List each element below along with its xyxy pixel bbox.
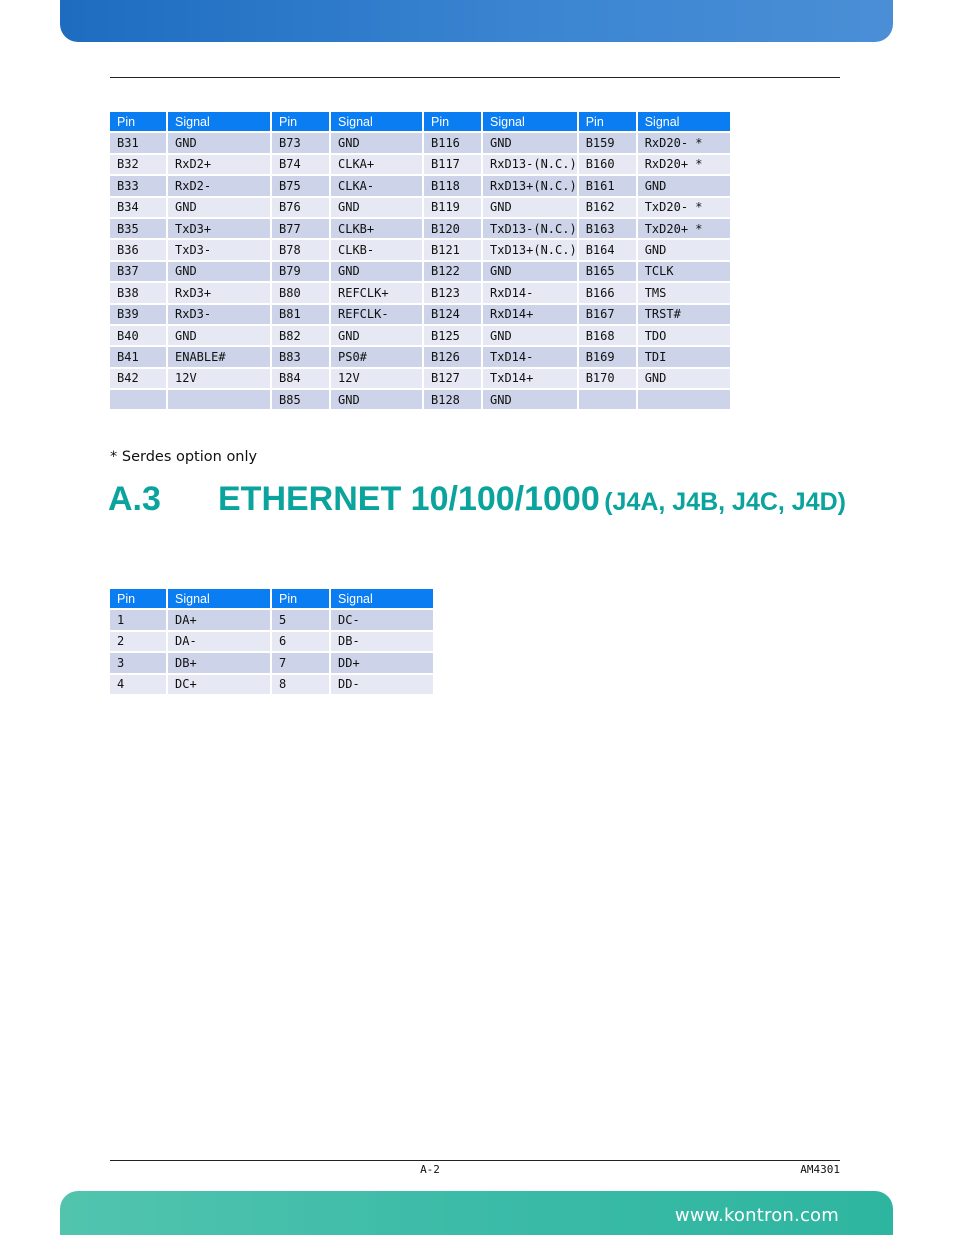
pin-cell: 8: [272, 675, 329, 694]
section-heading: [108, 480, 846, 519]
pin-cell: B35: [110, 219, 166, 238]
pin-cell: B128: [424, 390, 481, 409]
signal-cell: RxD13+(N.C.): [483, 176, 577, 195]
table-row: [110, 305, 730, 324]
signal-cell: GND: [638, 240, 730, 259]
signal-cell: RxD13-(N.C.): [483, 155, 577, 174]
signal-cell: TxD14+: [483, 369, 577, 388]
column-header: Pin: [110, 112, 166, 131]
signal-cell: TxD20+ *: [638, 219, 730, 238]
signal-cell: [638, 390, 730, 409]
column-header: Signal: [168, 112, 270, 131]
pin-cell: B169: [579, 347, 636, 366]
signal-cell: GND: [331, 390, 422, 409]
pin-cell: B125: [424, 326, 481, 345]
pin-cell: B119: [424, 198, 481, 217]
pin-cell: B166: [579, 283, 636, 302]
pin-cell: B42: [110, 369, 166, 388]
pin-cell: B123: [424, 283, 481, 302]
document-id: AM4301: [800, 1163, 840, 1176]
pin-cell: 7: [272, 653, 329, 672]
table-row: [110, 369, 730, 388]
signal-cell: ENABLE#: [168, 347, 270, 366]
signal-cell: TxD13+(N.C.): [483, 240, 577, 259]
pin-cell: B32: [110, 155, 166, 174]
website-link[interactable]: www.kontron.com: [674, 1205, 839, 1226]
pin-cell: B85: [272, 390, 329, 409]
signal-cell: RxD2-: [168, 176, 270, 195]
signal-cell: TxD20- *: [638, 198, 730, 217]
pin-cell: B120: [424, 219, 481, 238]
column-header: Signal: [168, 589, 270, 608]
pin-cell: B84: [272, 369, 329, 388]
signal-cell: DB-: [331, 632, 433, 651]
signal-cell: CLKA-: [331, 176, 422, 195]
signal-cell: 12V: [168, 369, 270, 388]
column-header: Signal: [638, 112, 730, 131]
pin-cell: B33: [110, 176, 166, 195]
pin-cell: B161: [579, 176, 636, 195]
signal-cell: DB+: [168, 653, 270, 672]
signal-cell: CLKB+: [331, 219, 422, 238]
pin-cell: B162: [579, 198, 636, 217]
signal-cell: CLKB-: [331, 240, 422, 259]
column-header: Pin: [110, 589, 166, 608]
table-row: [110, 653, 433, 672]
pin-cell: B160: [579, 155, 636, 174]
pin-cell: B121: [424, 240, 481, 259]
signal-cell: RxD20+ *: [638, 155, 730, 174]
pin-cell: [110, 390, 166, 409]
pin-cell: B82: [272, 326, 329, 345]
signal-cell: GND: [483, 390, 577, 409]
pin-cell: B74: [272, 155, 329, 174]
column-header: Signal: [483, 112, 577, 131]
table-row: [110, 176, 730, 195]
signal-cell: GND: [638, 176, 730, 195]
section-number: A.3: [108, 480, 161, 518]
signal-cell: GND: [483, 262, 577, 281]
signal-cell: DA-: [168, 632, 270, 651]
pin-cell: 4: [110, 675, 166, 694]
signal-cell: GND: [331, 326, 422, 345]
column-header: Pin: [579, 112, 636, 131]
table-row: [110, 240, 730, 259]
pin-cell: B167: [579, 305, 636, 324]
column-header: Pin: [424, 112, 481, 131]
signal-cell: TxD13-(N.C.): [483, 219, 577, 238]
column-header: Signal: [331, 112, 422, 131]
table-row: [110, 133, 730, 152]
column-header: Signal: [331, 589, 433, 608]
signal-cell: DC+: [168, 675, 270, 694]
signal-cell: CLKA+: [331, 155, 422, 174]
pin-cell: 6: [272, 632, 329, 651]
signal-cell: DD-: [331, 675, 433, 694]
table-row: [110, 198, 730, 217]
pin-cell: B117: [424, 155, 481, 174]
signal-cell: GND: [483, 326, 577, 345]
signal-cell: TDI: [638, 347, 730, 366]
pin-cell: B39: [110, 305, 166, 324]
signal-cell: REFCLK-: [331, 305, 422, 324]
signal-cell: RxD14+: [483, 305, 577, 324]
pin-cell: B159: [579, 133, 636, 152]
signal-cell: RxD3-: [168, 305, 270, 324]
signal-cell: RxD14-: [483, 283, 577, 302]
bottom-banner: [60, 1191, 893, 1235]
pin-cell: B75: [272, 176, 329, 195]
pin-cell: B118: [424, 176, 481, 195]
table-row: [110, 390, 730, 409]
pin-cell: B31: [110, 133, 166, 152]
signal-cell: GND: [483, 198, 577, 217]
table-row: [110, 675, 433, 694]
pin-cell: B76: [272, 198, 329, 217]
page-number: A-2: [420, 1163, 440, 1176]
signal-cell: DD+: [331, 653, 433, 672]
signal-cell: TDO: [638, 326, 730, 345]
signal-cell: DC-: [331, 610, 433, 629]
signal-cell: TCLK: [638, 262, 730, 281]
pin-cell: B80: [272, 283, 329, 302]
signal-cell: GND: [168, 262, 270, 281]
pin-cell: B127: [424, 369, 481, 388]
pin-cell: B168: [579, 326, 636, 345]
pin-cell: B163: [579, 219, 636, 238]
signal-cell: GND: [331, 133, 422, 152]
signal-cell: GND: [168, 133, 270, 152]
column-header: Pin: [272, 589, 329, 608]
pin-cell: B77: [272, 219, 329, 238]
column-header: Pin: [272, 112, 329, 131]
footer-rule: [110, 1160, 840, 1161]
table-row: [110, 283, 730, 302]
pin-cell: 3: [110, 653, 166, 672]
pin-cell: 5: [272, 610, 329, 629]
section-subtitle: (J4A, J4B, J4C, J4D): [604, 488, 846, 516]
table-header-row: [110, 589, 433, 608]
pin-cell: 2: [110, 632, 166, 651]
signal-cell: [168, 390, 270, 409]
signal-cell: TMS: [638, 283, 730, 302]
table-header-row: [110, 112, 730, 131]
pin-cell: B37: [110, 262, 166, 281]
pin-cell: B41: [110, 347, 166, 366]
pin-cell: B124: [424, 305, 481, 324]
signal-cell: RxD20- *: [638, 133, 730, 152]
signal-cell: GND: [331, 262, 422, 281]
footnote: * Serdes option only: [110, 449, 258, 465]
table-row: [110, 219, 730, 238]
pin-cell: B73: [272, 133, 329, 152]
pin-table-a1: [108, 110, 732, 411]
table-row: [110, 610, 433, 629]
pin-cell: B83: [272, 347, 329, 366]
signal-cell: RxD2+: [168, 155, 270, 174]
table-row: [110, 347, 730, 366]
pin-cell: B40: [110, 326, 166, 345]
pin-cell: B170: [579, 369, 636, 388]
signal-cell: GND: [638, 369, 730, 388]
signal-cell: GND: [168, 198, 270, 217]
signal-cell: GND: [168, 326, 270, 345]
pin-cell: B78: [272, 240, 329, 259]
signal-cell: 12V: [331, 369, 422, 388]
pin-cell: B34: [110, 198, 166, 217]
signal-cell: TxD3+: [168, 219, 270, 238]
pin-cell: 1: [110, 610, 166, 629]
pin-cell: B79: [272, 262, 329, 281]
pin-cell: [579, 390, 636, 409]
pin-table-ethernet: [108, 587, 435, 696]
pin-cell: B164: [579, 240, 636, 259]
pin-cell: B126: [424, 347, 481, 366]
signal-cell: TxD3-: [168, 240, 270, 259]
signal-cell: GND: [331, 198, 422, 217]
pin-cell: B38: [110, 283, 166, 302]
pin-cell: B122: [424, 262, 481, 281]
pin-cell: B116: [424, 133, 481, 152]
signal-cell: DA+: [168, 610, 270, 629]
table-row: [110, 326, 730, 345]
section-title: ETHERNET 10/100/1000: [218, 480, 600, 518]
pin-cell: B81: [272, 305, 329, 324]
table-row: [110, 262, 730, 281]
signal-cell: GND: [483, 133, 577, 152]
pin-cell: B36: [110, 240, 166, 259]
signal-cell: REFCLK+: [331, 283, 422, 302]
table-row: [110, 632, 433, 651]
top-banner: [60, 0, 893, 42]
signal-cell: TxD14-: [483, 347, 577, 366]
header-rule: [110, 77, 840, 78]
table-row: [110, 155, 730, 174]
signal-cell: RxD3+: [168, 283, 270, 302]
pin-cell: B165: [579, 262, 636, 281]
signal-cell: PS0#: [331, 347, 422, 366]
signal-cell: TRST#: [638, 305, 730, 324]
